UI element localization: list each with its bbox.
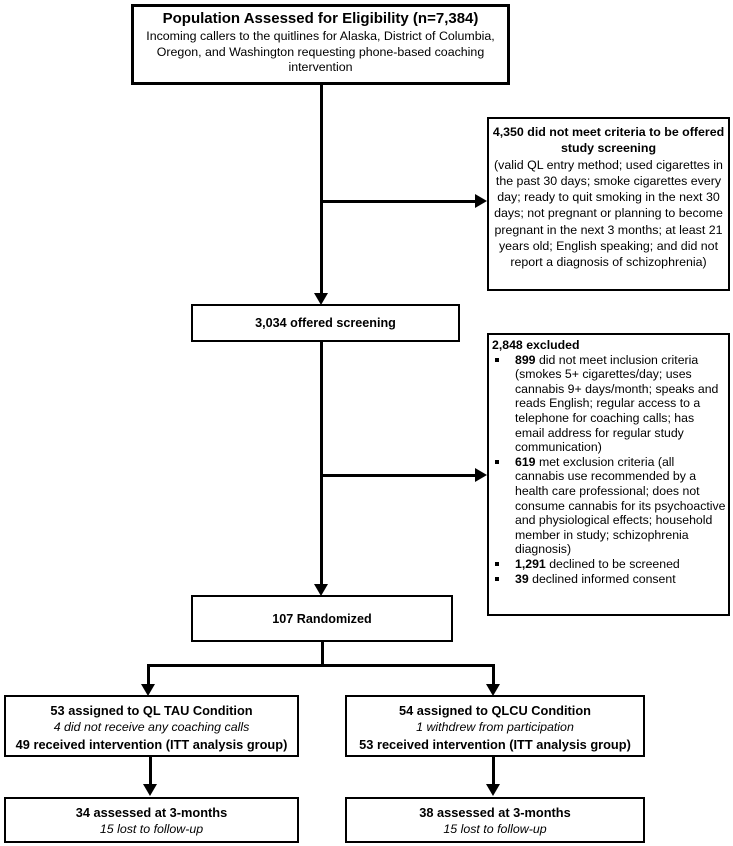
excluded-item-text: met exclusion criteria (all cannabis use recommended by a health care professional; does not consume cannabis for its psychoactive and physiological effects; household member in study; schizophrenia diagnosis)	[515, 454, 726, 557]
tau-note: 4 did not receive any coaching calls	[53, 720, 250, 734]
bullet-icon	[491, 557, 515, 566]
arrowhead-right-icon	[475, 194, 487, 208]
population-title: Population Assessed for Eligibility (n=7,384)	[162, 10, 479, 27]
connector-line	[320, 200, 475, 203]
excluded-item	[491, 557, 726, 572]
excluded-item-count: 1,291	[515, 556, 546, 571]
excluded-item	[491, 455, 726, 557]
qlcu-received: 53 received intervention (ITT analysis group)	[359, 737, 631, 752]
population-subtitle: Incoming callers to the quitlines for Alaska, District of Columbia, Oregon, and Washington requesting phone-based coaching intervention	[146, 29, 495, 74]
excluded-item	[491, 572, 726, 587]
excluded-item-text: declined to be screened	[545, 556, 680, 571]
not-offered-detail: (valid QL entry method; used cigarettes in the past 30 days; smoke cigarettes every day; ready to quit smoking in the next 30 days; not pregnant or planning to become pregnant in the next 3 months; at least 21 years old; English speaking; and did not report a diagnosis of schizophrenia)	[494, 157, 723, 270]
qlcu-followup-box	[345, 797, 645, 843]
excluded-item-count: 899	[515, 352, 536, 367]
qlcu-lost: 15 lost to follow-up	[443, 822, 547, 836]
qlcu-condition-box	[345, 695, 645, 757]
tau-received: 49 received intervention (ITT analysis group)	[15, 737, 288, 752]
qlcu-assigned: 54 assigned to QLCU Condition	[399, 703, 591, 718]
offered-screening-box	[191, 304, 460, 342]
arrowhead-down-icon	[143, 784, 157, 796]
offered-label: 3,034 offered screening	[255, 316, 396, 330]
bullet-icon	[491, 353, 515, 362]
not-offered-screening-box	[487, 117, 730, 291]
excluded-item-text: did not meet inclusion criteria (smokes 5+ cigarettes/day; uses cannabis 9+ days/month; speaks and reads English; regular access to a telephone for coaching calls; has email address for regular study communication)	[515, 352, 719, 455]
excluded-item-count: 39	[515, 571, 529, 586]
qlcu-assessed: 38 assessed at 3-months	[419, 805, 571, 820]
randomized-label: 107 Randomized	[272, 611, 372, 626]
qlcu-note: 1 withdrew from participation	[416, 720, 574, 734]
connector-line	[320, 342, 323, 587]
connector-line	[147, 664, 495, 667]
not-offered-heading: 4,350 did not meet criteria to be offered study screening	[492, 125, 725, 156]
bullet-icon	[491, 455, 515, 464]
connector-line	[320, 474, 475, 477]
tau-lost: 15 lost to follow-up	[99, 822, 204, 836]
excluded-item-count: 619	[515, 454, 536, 469]
bullet-icon	[491, 572, 515, 581]
tau-assigned: 53 assigned to QL TAU Condition	[50, 703, 253, 718]
randomized-box	[191, 595, 453, 642]
connector-line	[320, 85, 323, 293]
arrowhead-down-icon	[486, 784, 500, 796]
tau-followup-box	[4, 797, 299, 843]
tau-condition-box	[4, 695, 299, 757]
excluded-box	[487, 333, 730, 616]
excluded-item-text: declined informed consent	[528, 571, 676, 586]
excluded-heading: 2,848 excluded	[492, 338, 580, 352]
arrowhead-right-icon	[475, 468, 487, 482]
connector-line	[492, 664, 495, 685]
tau-assessed: 34 assessed at 3-months	[75, 805, 228, 820]
connector-line	[147, 664, 150, 685]
connector-line	[149, 757, 152, 785]
connector-line	[492, 757, 495, 785]
population-eligibility-box	[131, 4, 510, 85]
excluded-item	[491, 353, 726, 455]
